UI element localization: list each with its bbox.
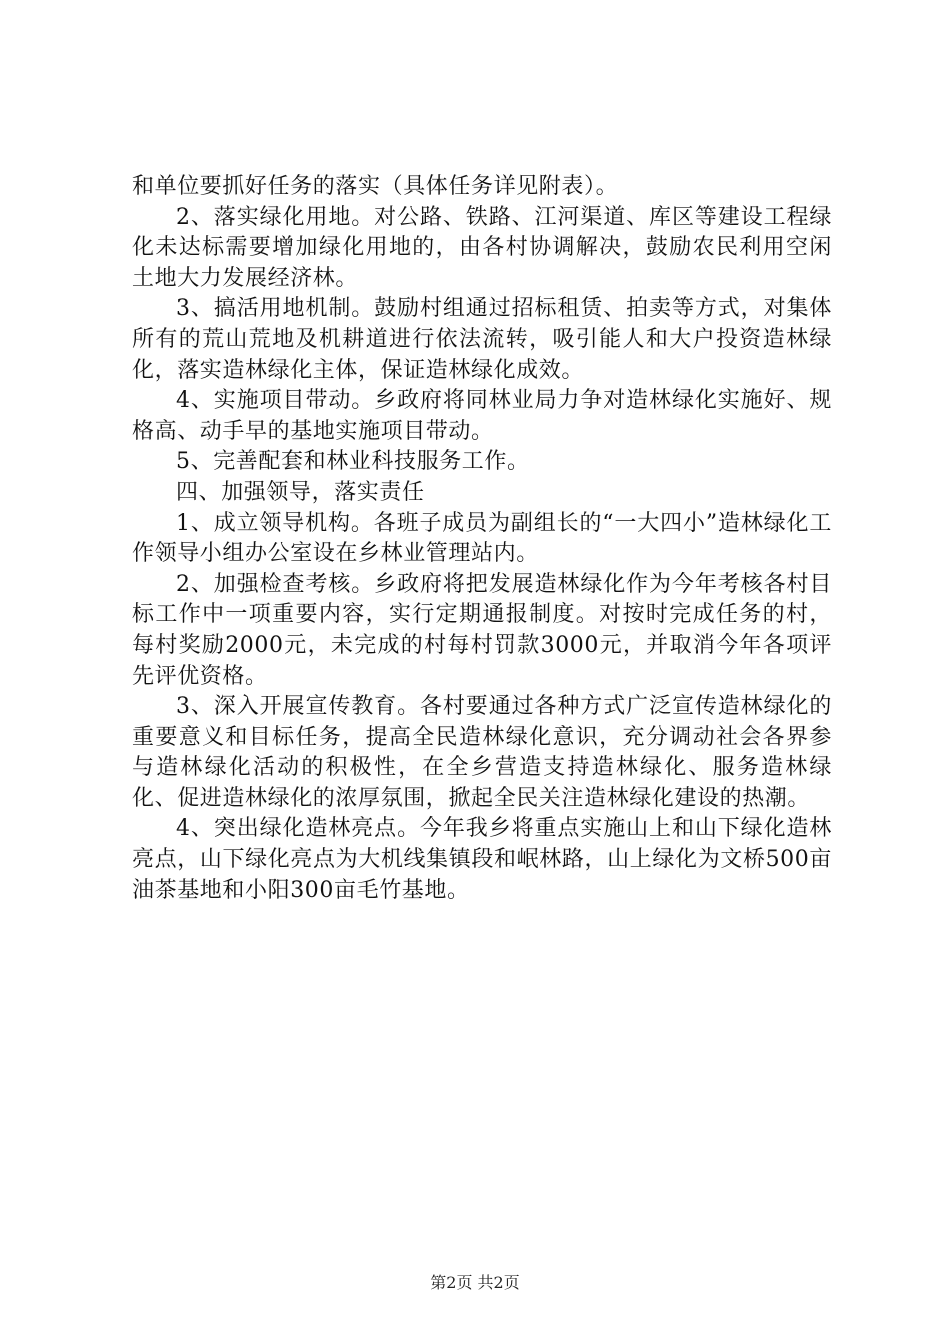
paragraph-item-2-land: 2、落实绿化用地。对公路、铁路、江河渠道、库区等建设工程绿化未达标需要增加绿化用地的，由各村协调解决，鼓励农民利用空闲土地大力发展经济林。 (132, 204, 832, 291)
paragraph-item-1-organization: 1、成立领导机构。各班子成员为副组长的“一大四小”造林绿化工作领导小组办公室设在乡林业管理站内。 (132, 510, 832, 567)
paragraph-item-2-inspection: 2、加强检查考核。乡政府将把发展造林绿化作为今年考核各村目标工作中一项重要内容，实行定期通报制度。对按时完成任务的村，每村奖励2000元，未完成的村每村罚款3000元，并取消今年各项评先评优资格。 (132, 571, 832, 689)
paragraph-continuation: 和单位要抓好任务的落实（具体任务详见附表）。 (132, 174, 619, 199)
page-number-footer: 第2页 共2页 (430, 1273, 520, 1292)
document-body (132, 172, 832, 906)
paragraph-item-5-services: 5、完善配套和林业科技服务工作。 (176, 449, 530, 475)
paragraph-item-4-highlights: 4、突出绿化造林亮点。今年我乡将重点实施山上和山下绿化造林亮点，山下绿化亮点为大机线集镇段和岷林路，山上绿化为文桥500亩油茶基地和小阳300亩毛竹基地。 (132, 816, 832, 903)
paragraph-item-4-projects: 4、实施项目带动。乡政府将同林业局力争对造林绿化实施好、规格高、动手早的基地实施项目带动。 (132, 388, 832, 444)
section-heading-leadership: 四、加强领导，落实责任 (176, 479, 425, 505)
paragraph-item-3-mechanism: 3、搞活用地机制。鼓励村组通过招标租赁、拍卖等方式，对集体所有的荒山荒地及机耕道进行依法流转，吸引能人和大户投资造林绿化，落实造林绿化主体，保证造林绿化成效。 (132, 296, 832, 383)
paragraph-item-3-publicity: 3、深入开展宣传教育。各村要通过各种方式广泛宣传造林绿化的重要意义和目标任务，提高全民造林绿化意识，充分调动社会各界参与造林绿化活动的积极性，在全乡营造支持造林绿化、服务造林绿化、促进造林绿化的浓厚氛围，掀起全民关注造林绿化建设的热潮。 (132, 694, 832, 811)
